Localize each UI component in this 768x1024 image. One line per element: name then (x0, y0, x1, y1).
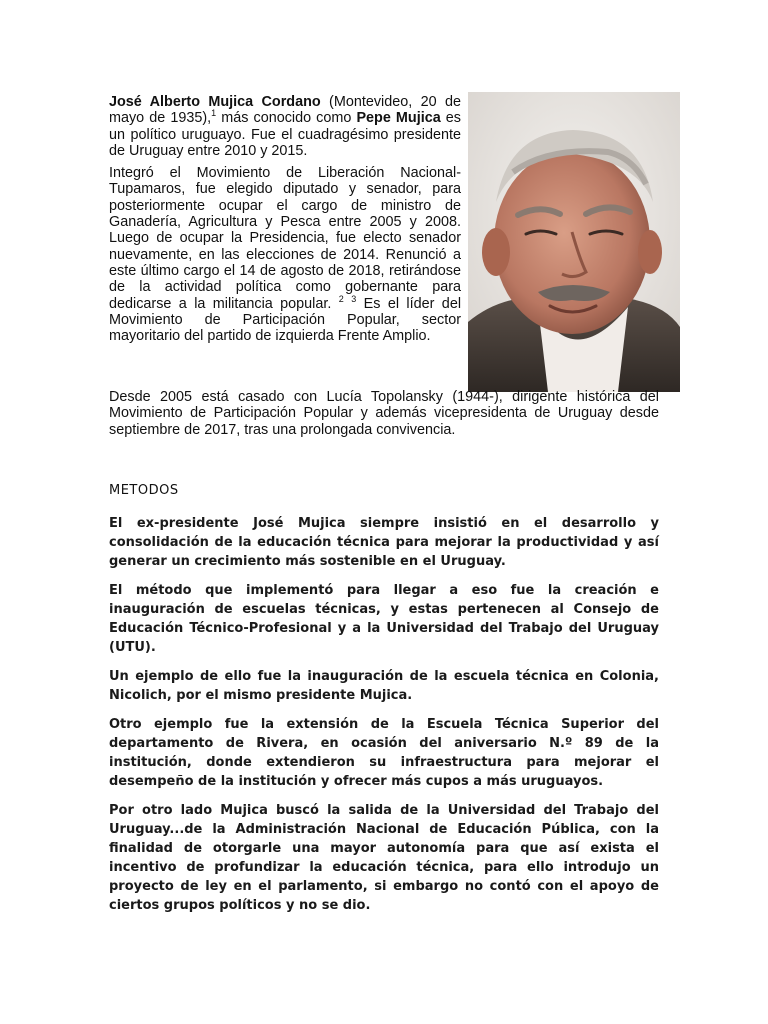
subject-alias: Pepe Mujica (356, 110, 441, 127)
portrait-photo (468, 92, 680, 392)
metodos-paragraph: Por otro lado Mujica buscó la salida de la Universidad del Trabajo del Uruguay...de la Administración Nacional de Educación Pública, con la finalidad de otorgarle una mayor autonomía para que así exista el incentivo de profundizar la educación técnica, para ello introdujo un proyecto de ley en el parlamento, si embargo no contó con el apoyo de ciertos grupos políticos y no se dio. (109, 803, 659, 913)
metodos-paragraph: El ex-presidente José Mujica siempre insistió en el desarrollo y consolidación de la educación técnica para mejorar la productividad y así generar un crecimiento más sostenible en el Uruguay. (109, 516, 659, 569)
metodos-section (109, 514, 659, 915)
bio-paragraph-1: José Alberto Mujica Cordano (Montevideo, 20 de mayo de 1935),$^1$ más conocido como Pepe Mujica es un político uruguayo. Fue el cuadragésimo presidente de Uruguay entre 2010 y 2015. (109, 94, 461, 159)
section-heading-metodos: METODOS (109, 483, 179, 498)
bio-paragraph-3: Desde 2005 está casado con Lucía Topolansky (1944-), dirigente histórica del Movimiento de Participación Popular y además vicepresidenta de Uruguay desde septiembre de 2017, tras una prolongada convivencia. (109, 389, 659, 438)
bio-paragraph-2: Integró el Movimiento de Liberación Nacional-Tupamaros, fue elegido diputado y senador, para posteriormente ocupar el cargo de ministro de Ganadería, Agricultura y Pesca entre 2005 y 2008. Luego de ocupar la Presidencia, fue electo senador nuevamente, en las elecciones de 2014. Renunció a este último cargo el 14 de agosto de 2018, retirándose de la actividad política como gobernante para dedicarse a la militancia popular. $^2$ $^3$ Es el líder del Movimiento de Participación Popular, sector mayoritario del partido de izquierda Frente Amplio. (109, 165, 462, 345)
subject-name: José Alberto Mujica Cordano (109, 94, 321, 110)
metodos-paragraph: El método que implementó para llegar a eso fue la creación e inauguración de escuelas técnicas, y estas pertenecen al Consejo de Educación Técnico-Profesional y a la Universidad del Trabajo del Uruguay (UTU). (109, 583, 659, 655)
footnote-ref[interactable]: 3 (351, 293, 357, 304)
footnote-ref[interactable]: 2 (338, 293, 344, 304)
bio-intro (109, 94, 461, 344)
metodos-paragraph: Un ejemplo de ello fue la inauguración de la escuela técnica en Colonia, Nicolich, por el mismo presidente Mujica. (109, 669, 659, 703)
footnote-ref[interactable]: 1 (211, 108, 217, 119)
metodos-paragraph: Otro ejemplo fue la extensión de la Escuela Técnica Superior del departamento de Rivera, en ocasión del aniversario N.º 89 de la institución, donde extendieron su infraestructura para mejorar el desempeño de la institución y ofrecer más cupos a más uruguayos. (109, 717, 659, 789)
portrait-illustration (468, 92, 680, 392)
